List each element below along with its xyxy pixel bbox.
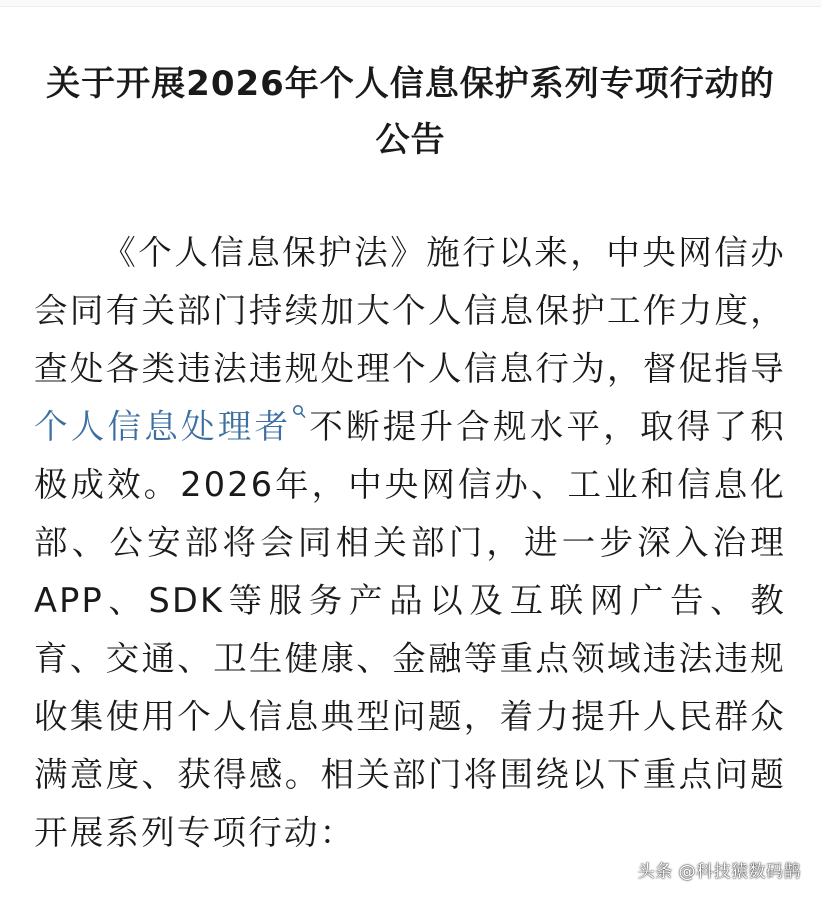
- source-watermark: 头条 @科技猿数码鹊: [637, 862, 801, 882]
- article-title: 关于开展2026年个人信息保护系列专项行动的公告: [46, 64, 775, 160]
- paragraph-text-before-link: 《个人信息保护法》施行以来，中央网信办会同有关部门持续加大个人信息保护工作力度，查处各类违法违规处理个人信息行为，督促指导: [34, 233, 786, 388]
- top-divider: [0, 0, 821, 7]
- keyword-link[interactable]: 个人信息处理者: [34, 407, 292, 446]
- article-paragraph: [34, 224, 786, 862]
- paragraph-text-after-link: 不断提升合规水平，取得了积极成效。2026年，中央网信办、工业和信息化部、公安部将会同相关部门，进一步深入治理APP、SDK等服务产品以及互联网广告、教育、交通、卫生健康、金融等重点领域违法违规收集使用个人信息典型问题，着力提升人民群众满意度、获得感。相关部门将围绕以下重点问题开展系列专项行动：: [34, 407, 786, 852]
- search-icon[interactable]: [292, 404, 306, 422]
